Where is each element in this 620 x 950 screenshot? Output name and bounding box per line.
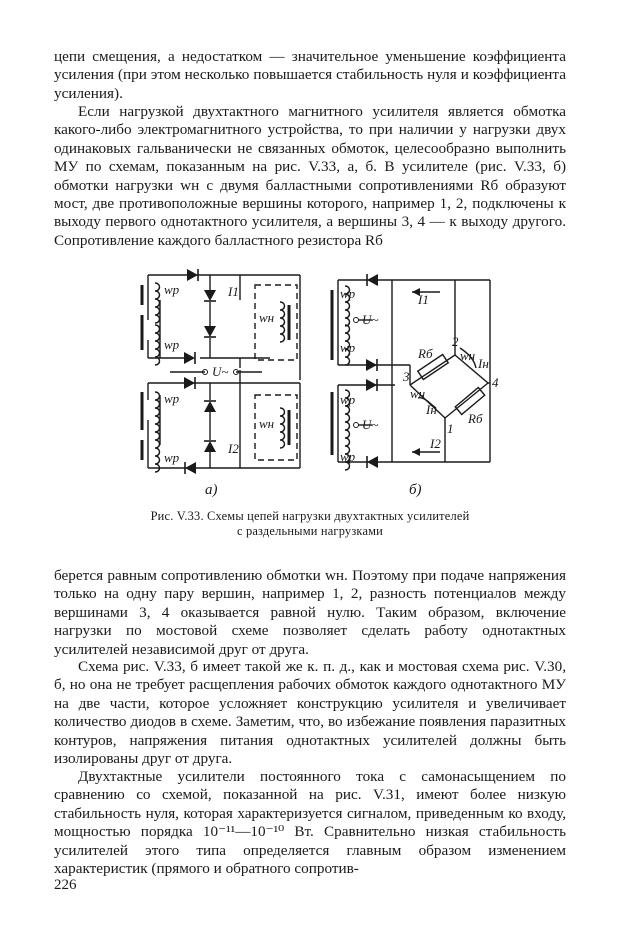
label-I2-b: I2 xyxy=(430,436,441,451)
label-I2-a: I2 xyxy=(228,441,239,456)
label-wp-a2: wp xyxy=(164,337,180,352)
label-wp-a3: wp xyxy=(164,391,180,406)
label-U-b2: U~ xyxy=(362,417,379,432)
label-node-1: 1 xyxy=(447,421,454,436)
scheme-b xyxy=(332,280,490,462)
paragraph-1: цепи смещения, а недостатком — значительное уменьшение коэффициента усиления (при этом несколько повышается стабильность нуля и коэффициента усиления). xyxy=(54,48,566,102)
label-In-1: Iн xyxy=(478,356,489,371)
label-wp-b3: wp xyxy=(340,392,356,407)
label-I1-b: I1 xyxy=(418,292,429,307)
label-wn-a1: wн xyxy=(259,310,275,325)
label-U-a: U~ xyxy=(212,364,229,379)
paragraph-3: берется равным сопротивлению обмотки wн. Поэтому при подаче напряжения только на одну пару вершин, например 1, 2, разность потенциалов между вершинами 3, 4 оказывается равной нулю. Таким образом, включение нагрузки по мостовой схеме позволяет сделать работу однотактных усилителей независимой друг от друга. xyxy=(54,567,566,658)
label-wn-a2: wн xyxy=(259,416,275,431)
label-wp-b4: wp xyxy=(340,449,356,464)
label-Rb-1: Rб xyxy=(418,346,433,361)
label-U-b1: U~ xyxy=(362,312,379,327)
label-Rb-2: Rб xyxy=(468,411,483,426)
figure-caption-line1: Рис. V.33. Схемы цепей нагрузки двухтактных усилителей xyxy=(150,509,470,523)
label-node-2: 2 xyxy=(452,334,459,349)
label-I1-a: I1 xyxy=(228,284,239,299)
subfigure-b-label: б) xyxy=(409,482,422,498)
page-number: 226 xyxy=(54,877,77,893)
figure-caption-line2: с раздельными нагрузками xyxy=(236,524,384,538)
label-wp-b1: wp xyxy=(340,286,356,301)
subfigure-a-label: а) xyxy=(205,482,218,498)
label-In-2: Iн xyxy=(426,402,437,417)
label-wn-b1: wн xyxy=(460,348,476,363)
label-node-3: 3 xyxy=(403,369,410,384)
label-wp-a4: wp xyxy=(164,450,180,465)
label-wn-b2: wн xyxy=(410,386,426,401)
label-wp-a1: wp xyxy=(164,282,180,297)
label-wp-b2: wp xyxy=(340,340,356,355)
paragraph-4: Схема рис. V.33, б имеет такой же к. п. д., как и мостовая схема рис. V.30, б, но она не требует расщепления рабочих обмоток каждого однотактного МУ на две части, которое усложняет конструкцию усилителя и увеличивает количество диодов в схеме. Заметим, что, во избежание появления паразитных контуров, напряжения питания однотактных усилителей должны быть изолированы друг от друга. xyxy=(54,658,566,768)
paragraph-5: Двухтактные усилители постоянного тока с самонасыщением по сравнению со схемой, показанной на рис. V.31, имеют более низкую стабильность нуля, которая характеризуется сигналом, приведенным ко входу, мощностью порядка 10⁻¹¹—10⁻¹⁰ Вт. Сравнительно низкая стабильность усилителей этого типа определяется главным образом изменением характеристик (прямого и обратного сопротив- xyxy=(54,768,566,878)
label-node-4: 4 xyxy=(492,375,499,390)
paragraph-2: Если нагрузкой двухтактного магнитного усилителя является обмотка какого-либо электромагнитного устройства, то при наличии у нагрузки двух одинаковых гальванически не связанных обмоток, целесообразно выполнить МУ по схемам, показанным на рис. V.33, а, б. В усилителе (рис. V.33, б) обмотки нагрузки wн с двумя балластными сопротивлениями Rб образуют мост, две противоположные вершины которого, например 1, 2, подключены к выходу первого однотактного усилителя, а вершины 3, 4 — к выходу другого. Сопротивление каждого балластного резистора Rб xyxy=(54,103,566,249)
